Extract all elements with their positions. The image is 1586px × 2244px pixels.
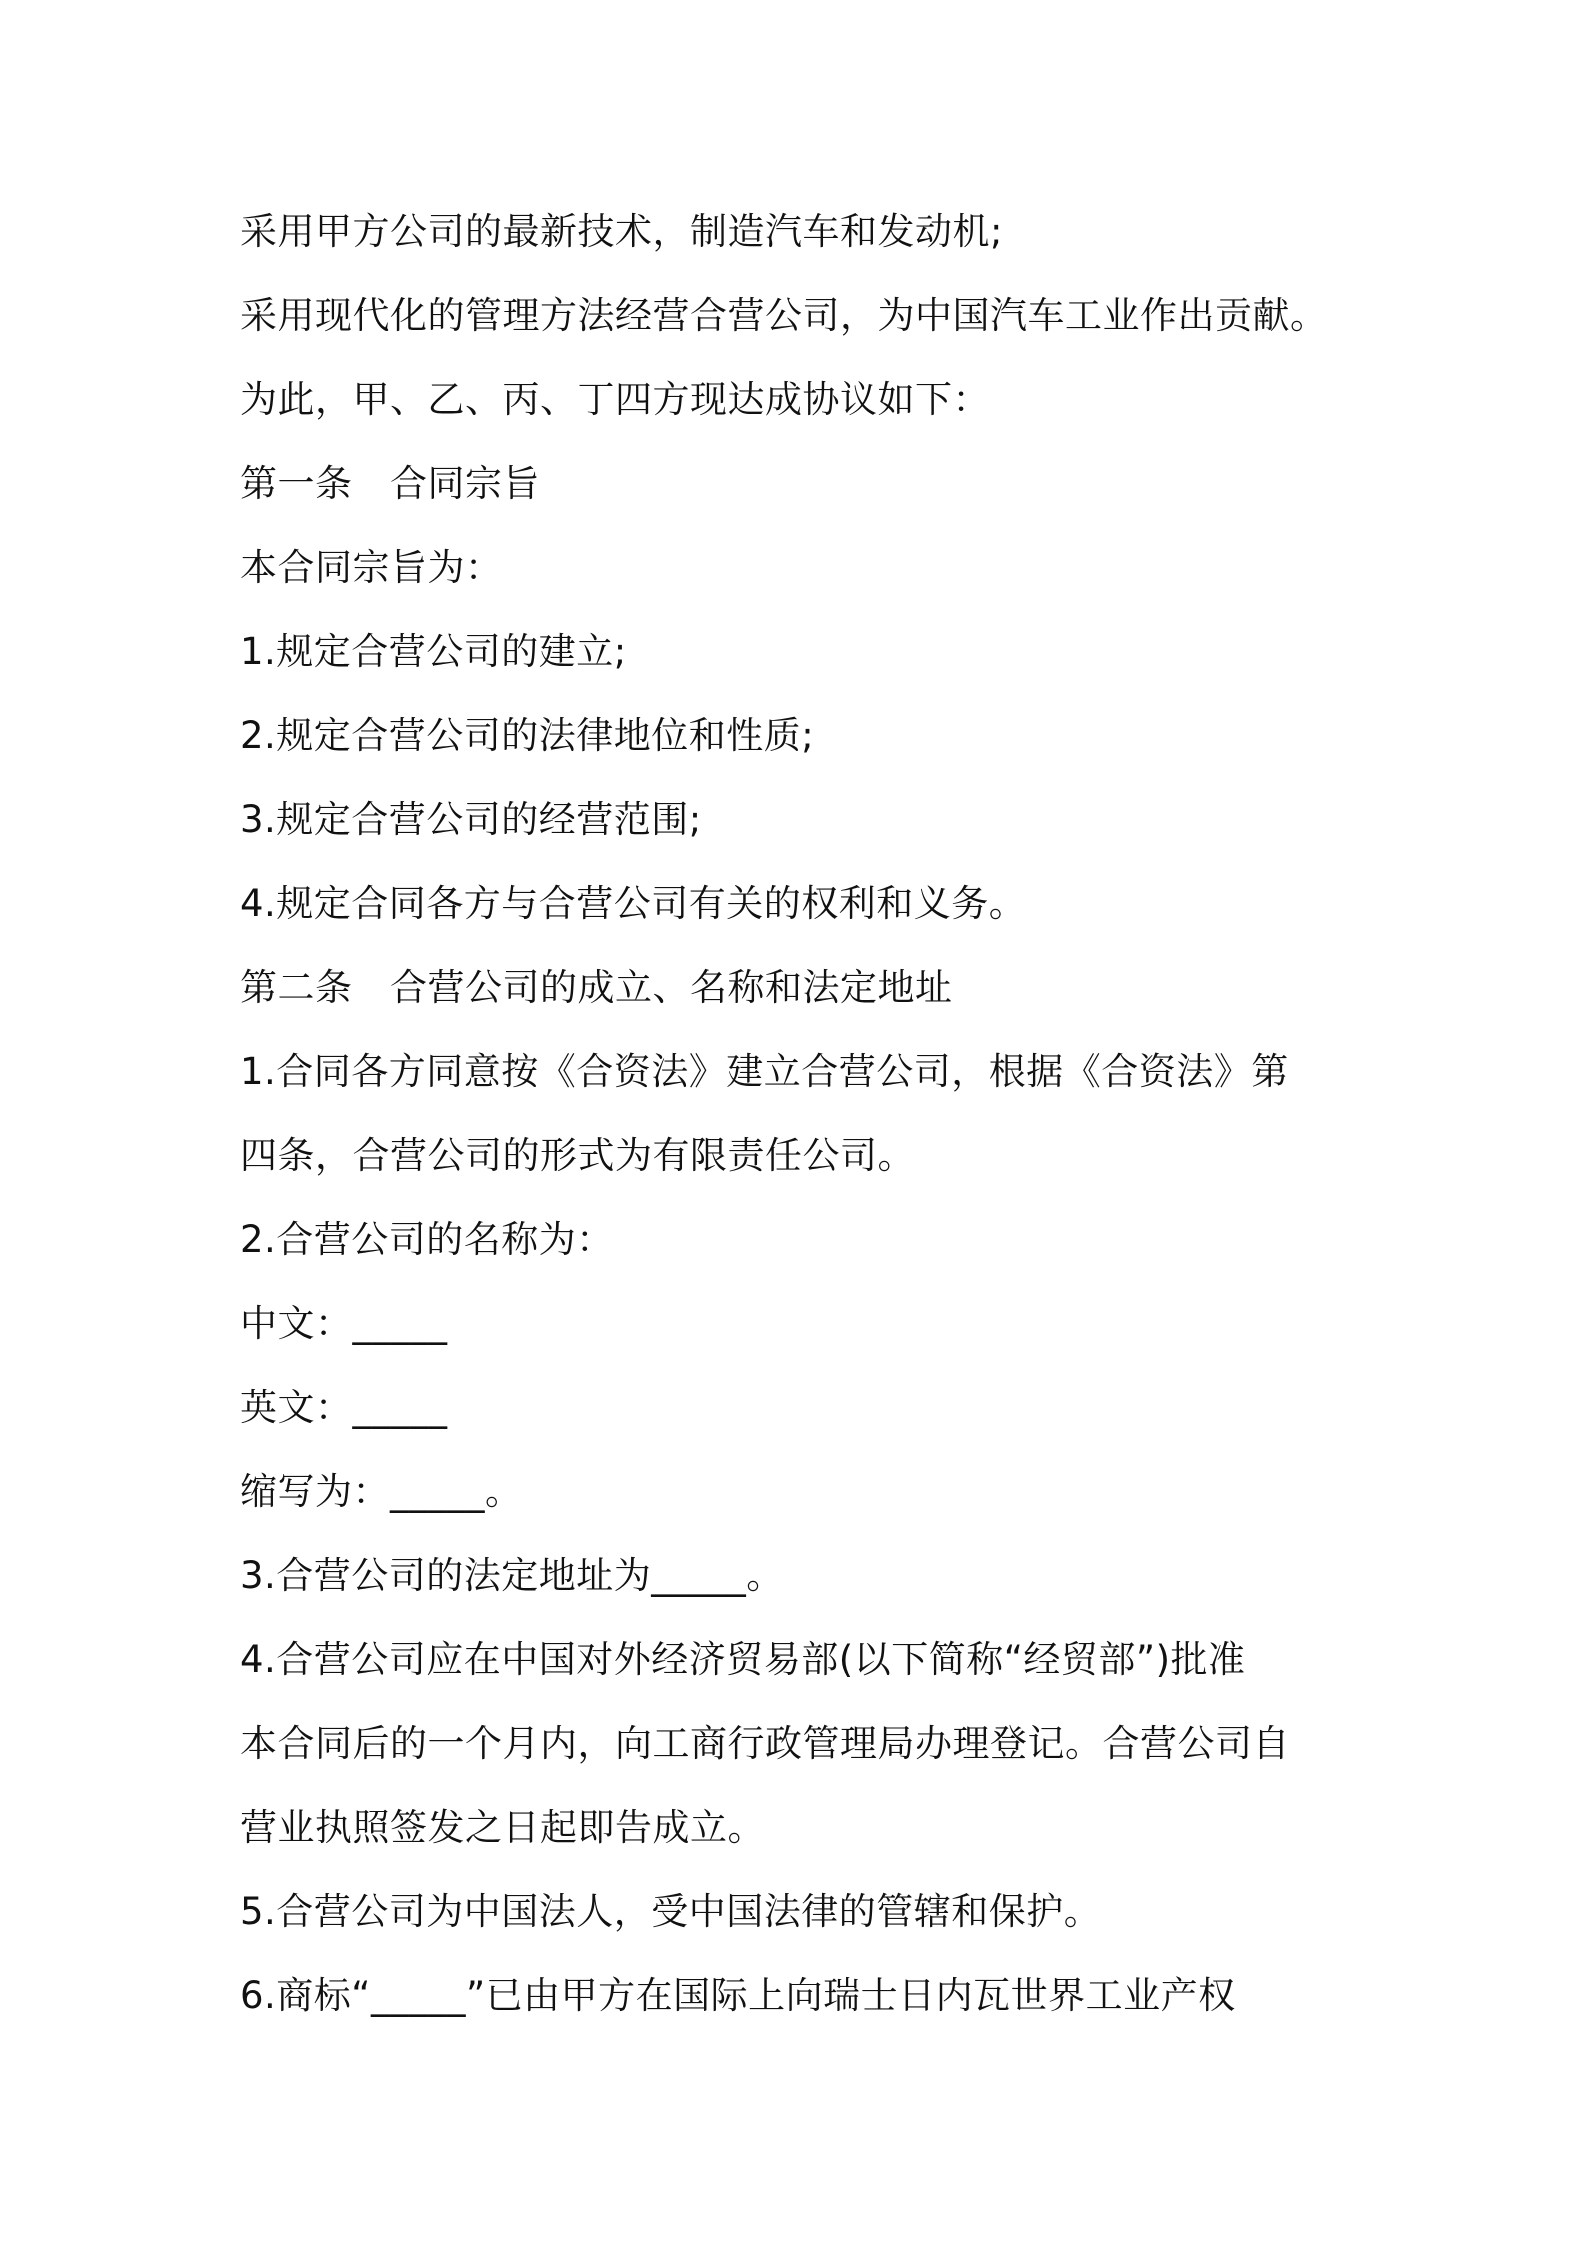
article-1-item-3: 3.规定合营公司的经营范围; [240,798,702,841]
paragraph-agreement-intro: 为此，甲、乙、丙、丁四方现达成协议如下： [240,378,990,421]
article-1-intro: 本合同宗旨为： [240,546,503,589]
english-name-field: 英文：_____ [240,1386,448,1429]
article-2-heading: 第二条 合营公司的成立、名称和法定地址 [240,966,953,1009]
article-2-item-1-line-1: 1.合同各方同意按《合资法》建立合营公司，根据《合资法》第 [240,1050,1289,1093]
article-1-item-1: 1.规定合营公司的建立; [240,630,627,673]
article-1-item-2: 2.规定合营公司的法律地位和性质; [240,714,815,757]
document-body [240,190,1370,2038]
article-2-item-4-line-3: 营业执照签发之日起即告成立。 [240,1806,765,1849]
article-2-item-3: 3.合营公司的法定地址为_____。 [240,1554,784,1597]
article-2-item-6-line-1: 6.商标“_____”已由甲方在国际上向瑞士日内瓦世界工业产权 [240,1974,1236,2017]
article-2-item-1-line-2: 四条，合营公司的形式为有限责任公司。 [240,1134,915,1177]
article-2-item-4-line-1: 4.合营公司应在中国对外经济贸易部(以下简称“经贸部”)批准 [240,1638,1246,1681]
article-2-item-4-line-2: 本合同后的一个月内，向工商行政管理局办理登记。合营公司自 [240,1722,1290,1765]
article-1-item-4: 4.规定合同各方与合营公司有关的权利和义务。 [240,882,1027,925]
abbreviation-field: 缩写为：_____。 [240,1470,523,1513]
paragraph-management: 采用现代化的管理方法经营合营公司，为中国汽车工业作出贡献。 [240,294,1328,337]
article-2-item-2: 2.合营公司的名称为： [240,1218,614,1261]
paragraph-technology: 采用甲方公司的最新技术，制造汽车和发动机; [240,210,1003,253]
chinese-name-field: 中文：_____ [240,1302,448,1345]
article-1-heading: 第一条 合同宗旨 [240,462,540,505]
article-2-item-5: 5.合营公司为中国法人，受中国法律的管辖和保护。 [240,1890,1102,1933]
